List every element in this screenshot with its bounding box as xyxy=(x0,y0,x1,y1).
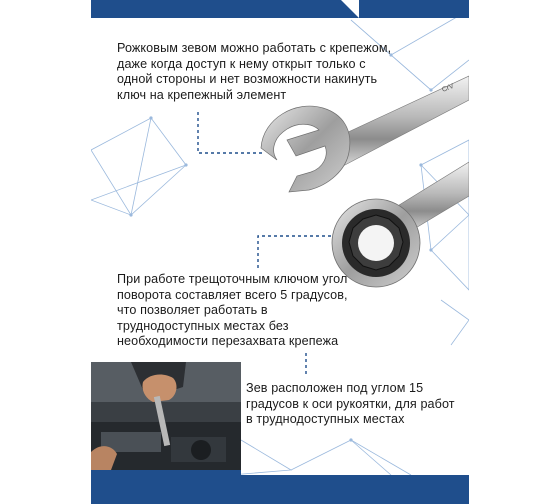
angle-description: Зев расположен под углом 15 градусов к оси рукоятки, для работ в труднодоступных местах xyxy=(246,381,455,426)
wrench-marking: CrV xyxy=(441,82,455,94)
ratchet-description: При работе трещоточным ключом угол поворота составляет всего 5 градусов, что позволяет работать в труднодоступных местах без необходимости перезахвата крепежа xyxy=(117,272,348,348)
engine-repair-photo xyxy=(91,362,241,475)
callout-line-ratchet xyxy=(258,236,331,268)
callout-line-open-jaw xyxy=(198,112,263,153)
bottom-blue-band xyxy=(91,475,469,504)
open-jaw-description: Рожковым зевом можно работать с крепежом, даже когда доступ к нему открыт только с одной стороны и нет возможности накинуть ключ на крепежный элемент xyxy=(117,41,392,102)
content-panel xyxy=(91,0,469,504)
